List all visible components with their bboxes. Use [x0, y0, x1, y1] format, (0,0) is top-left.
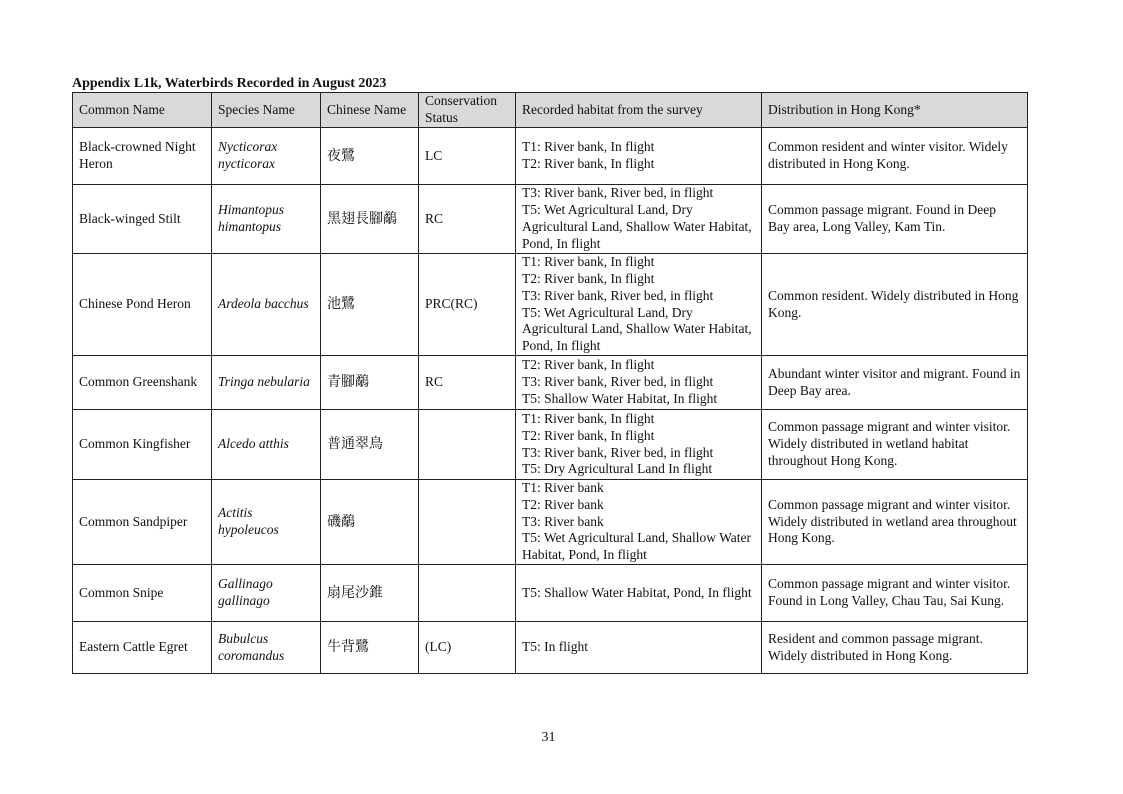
common-name-cell: Common Greenshank: [73, 356, 212, 410]
conservation-status-cell: [419, 565, 516, 622]
chinese-name-cell: 青腳鷸: [321, 356, 419, 410]
recorded-habitat-cell: [516, 565, 762, 622]
habitat-line: T1: River bank, In flight: [522, 254, 655, 270]
header-recorded-habitat: Recorded habitat from the survey: [516, 93, 762, 128]
conservation-status-cell: [419, 480, 516, 565]
chinese-name-cell: 黑翅長腳鷸: [321, 185, 419, 254]
header-conservation-status: Conservation Status: [419, 93, 516, 128]
common-name-cell: Common Snipe: [73, 565, 212, 622]
distribution-cell: Abundant winter visitor and migrant. Found in Deep Bay area.: [762, 356, 1028, 410]
distribution-cell: Common passage migrant and winter visitor. Widely distributed in wetland habitat throughout Hong Kong.: [762, 410, 1028, 480]
chinese-name-cell: 夜鷺: [321, 128, 419, 185]
habitat-line: T2: River bank, In flight: [522, 357, 655, 373]
header-common-name: Common Name: [73, 93, 212, 128]
distribution-cell: Common resident and winter visitor. Widely distributed in Hong Kong.: [762, 128, 1028, 185]
table-row: [73, 254, 1028, 356]
recorded-habitat-cell: [516, 410, 762, 480]
page-number: 31: [541, 730, 556, 745]
species-name-cell: Bubulcus coromandus: [212, 622, 321, 674]
common-name-cell: Chinese Pond Heron: [73, 254, 212, 356]
conservation-status-cell: [419, 410, 516, 480]
header-species-name: Species Name: [212, 93, 321, 128]
conservation-status-cell: RC: [419, 185, 516, 254]
habitat-line: T5: Wet Agricultural Land, Dry Agricultural Land, Shallow Water Habitat, Pond, In flight: [522, 202, 752, 251]
habitat-line: T2: River bank: [522, 496, 604, 512]
chinese-name-cell: 牛背鷺: [321, 622, 419, 674]
table-row: [73, 565, 1028, 622]
species-name-cell: Tringa nebularia: [212, 356, 321, 410]
header-chinese-name: Chinese Name: [321, 93, 419, 128]
species-name-cell: Nycticorax nycticorax: [212, 128, 321, 185]
habitat-line: T3: River bank: [522, 513, 604, 529]
habitat-line: T5: Shallow Water Habitat, Pond, In flight: [522, 584, 752, 600]
common-name-cell: Common Sandpiper: [73, 480, 212, 565]
recorded-habitat-cell: [516, 254, 762, 356]
recorded-habitat-cell: [516, 622, 762, 674]
common-name-cell: Common Kingfisher: [73, 410, 212, 480]
common-name-cell: Black-crowned Night Heron: [73, 128, 212, 185]
habitat-line: T1: River bank, In flight: [522, 139, 655, 155]
chinese-name-cell: 池鷺: [321, 254, 419, 356]
distribution-cell: Common passage migrant and winter visitor. Widely distributed in wetland area throughout Hong Kong.: [762, 480, 1028, 565]
distribution-cell: Resident and common passage migrant. Widely distributed in Hong Kong.: [762, 622, 1028, 674]
table-row: [73, 185, 1028, 254]
distribution-cell: Common passage migrant. Found in Deep Bay area, Long Valley, Kam Tin.: [762, 185, 1028, 254]
habitat-line: T2: River bank, In flight: [522, 270, 655, 286]
recorded-habitat-cell: [516, 356, 762, 410]
species-name-cell: Actitis hypoleucos: [212, 480, 321, 565]
chinese-name-cell: 磯鷸: [321, 480, 419, 565]
habitat-line: T3: River bank, River bed, in flight: [522, 374, 714, 390]
table-caption: Appendix L1k, Waterbirds Recorded in August 2023: [72, 76, 387, 91]
species-name-cell: Ardeola bacchus: [212, 254, 321, 356]
habitat-line: T3: River bank, River bed, in flight: [522, 287, 714, 303]
distribution-cell: Common resident. Widely distributed in Hong Kong.: [762, 254, 1028, 356]
conservation-status-cell: (LC): [419, 622, 516, 674]
table-row: [73, 410, 1028, 480]
conservation-status-cell: PRC(RC): [419, 254, 516, 356]
species-name-cell: Alcedo atthis: [212, 410, 321, 480]
table-row: [73, 356, 1028, 410]
table-header-row: [73, 93, 1028, 128]
habitat-line: T1: River bank, In flight: [522, 410, 655, 426]
recorded-habitat-cell: [516, 128, 762, 185]
habitat-line: T5: Shallow Water Habitat, In flight: [522, 390, 718, 406]
common-name-cell: Black-winged Stilt: [73, 185, 212, 254]
chinese-name-cell: 扇尾沙錐: [321, 565, 419, 622]
recorded-habitat-cell: [516, 185, 762, 254]
habitat-line: T2: River bank, In flight: [522, 156, 655, 171]
table-body: [73, 128, 1028, 674]
table-row: [73, 128, 1028, 185]
habitat-line: T5: Dry Agricultural Land In flight: [522, 461, 713, 477]
common-name-cell: Eastern Cattle Egret: [73, 622, 212, 674]
habitat-line: T2: River bank, In flight: [522, 427, 655, 443]
species-name-cell: Himantopus himantopus: [212, 185, 321, 254]
distribution-cell: Common passage migrant and winter visitor. Found in Long Valley, Chau Tau, Sai Kung.: [762, 565, 1028, 622]
table-row: [73, 480, 1028, 565]
habitat-line: T5: Wet Agricultural Land, Dry Agricultural Land, Shallow Water Habitat, Pond, In flight: [522, 304, 752, 354]
habitat-line: T3: River bank, River bed, in flight: [522, 185, 714, 201]
conservation-status-cell: RC: [419, 356, 516, 410]
conservation-status-cell: LC: [419, 128, 516, 185]
habitat-line: T1: River bank: [522, 480, 604, 495]
chinese-name-cell: 普通翠鳥: [321, 410, 419, 480]
species-name-cell: Gallinago gallinago: [212, 565, 321, 622]
habitat-line: T5: In flight: [522, 639, 588, 655]
table-row: [73, 622, 1028, 674]
waterbirds-table: [72, 92, 1028, 674]
recorded-habitat-cell: [516, 480, 762, 565]
habitat-line: T5: Wet Agricultural Land, Shallow Water Habitat, Pond, In flight: [522, 530, 752, 563]
habitat-line: T3: River bank, River bed, in flight: [522, 444, 714, 460]
header-distribution: Distribution in Hong Kong*: [762, 93, 1028, 128]
